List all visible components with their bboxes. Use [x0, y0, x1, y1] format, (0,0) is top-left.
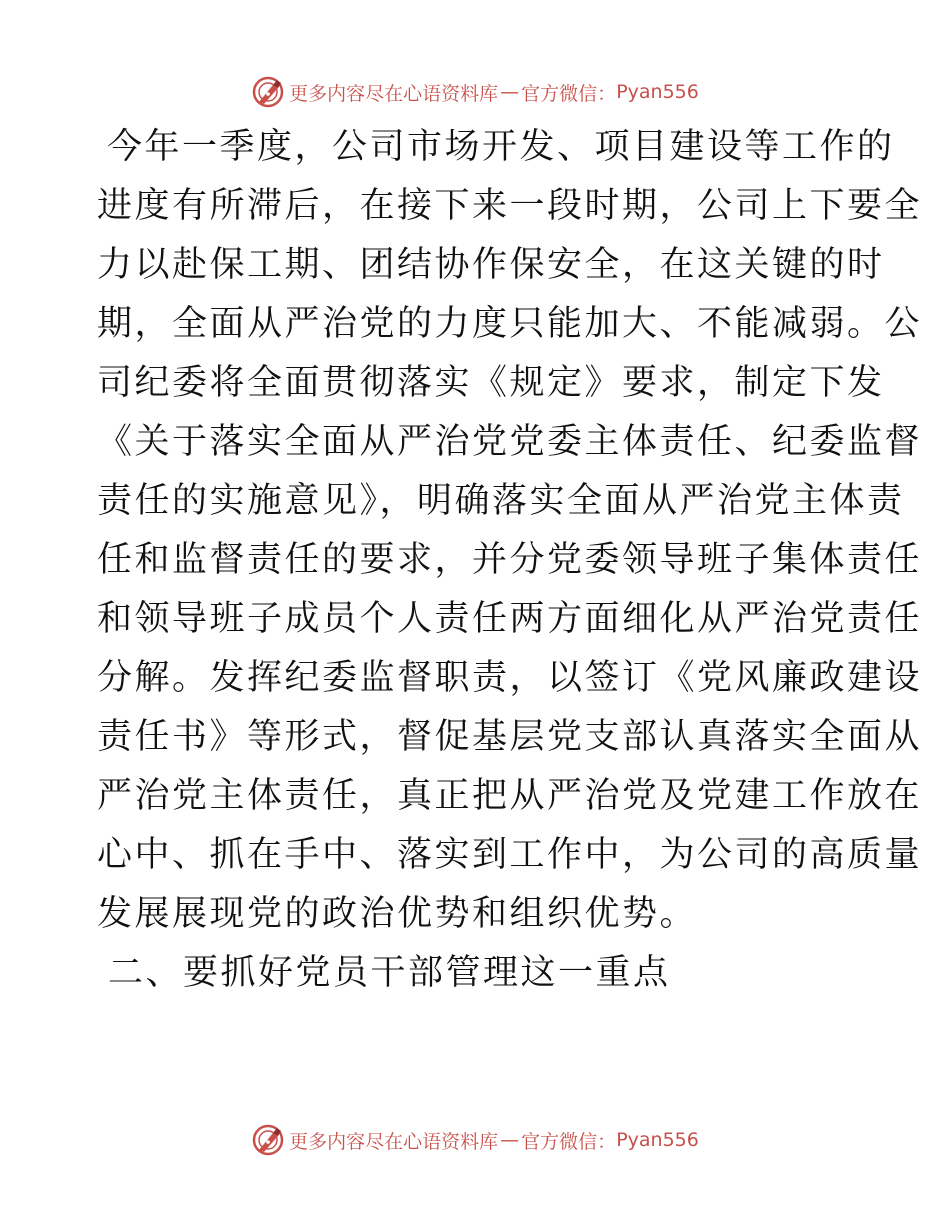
body-line: 力以赴保工期、团结协作保安全，在这关键的时: [97, 245, 885, 285]
banner-text: 更多内容尽在心语资料库: [289, 82, 499, 105]
document-body: [97, 118, 923, 944]
pen-nib-logo-icon: [251, 1123, 285, 1157]
body-line: 司纪委将全面贯彻落实《规定》要求，制定下发: [97, 363, 885, 403]
body-line: 责任书》等形式，督促基层党支部认真落实全面从: [97, 717, 923, 757]
body-line: 严治党主体责任，真正把从严治党及党建工作放在: [97, 776, 923, 816]
banner-separator: —: [500, 1129, 520, 1151]
body-line: 期，全面从严治党的力度只能加大、不能减弱。公: [97, 304, 923, 344]
body-line: 责任的实施意见》，明确落实全面从严治党主体责: [97, 481, 905, 521]
body-line: 分解。发挥纪委监督职责，以签订《党风廉政建设: [97, 658, 923, 698]
section-heading: 二、要抓好党员干部管理这一重点: [108, 953, 671, 993]
banner-wechat-id: Pyan556: [616, 81, 699, 103]
body-line: 今年一季度，公司市场开发、项目建设等工作的: [107, 127, 895, 167]
banner-text: 更多内容尽在心语资料库: [289, 1130, 499, 1153]
pen-nib-logo-icon: [251, 75, 285, 109]
banner-separator: —: [500, 81, 520, 103]
body-line: 心中、抓在手中、落实到工作中，为公司的高质量: [97, 835, 923, 875]
body-line: 进度有所滞后，在接下来一段时期，公司上下要全: [97, 186, 923, 226]
footer-banner: [0, 1120, 950, 1160]
body-line: 发展展现党的政治优势和组织优势。: [97, 894, 698, 934]
banner-wechat-label: 官方微信：: [521, 82, 617, 105]
body-line: 任和监督责任的要求，并分党委领导班子集体责任: [97, 540, 923, 580]
body-line: 和领导班子成员个人责任两方面细化从严治党责任: [97, 599, 923, 639]
banner-wechat-id: Pyan556: [616, 1129, 699, 1151]
header-banner: [0, 72, 950, 112]
body-line: 《关于落实全面从严治党党委主体责任、纪委监督: [97, 422, 923, 462]
banner-wechat-label: 官方微信：: [521, 1130, 617, 1153]
